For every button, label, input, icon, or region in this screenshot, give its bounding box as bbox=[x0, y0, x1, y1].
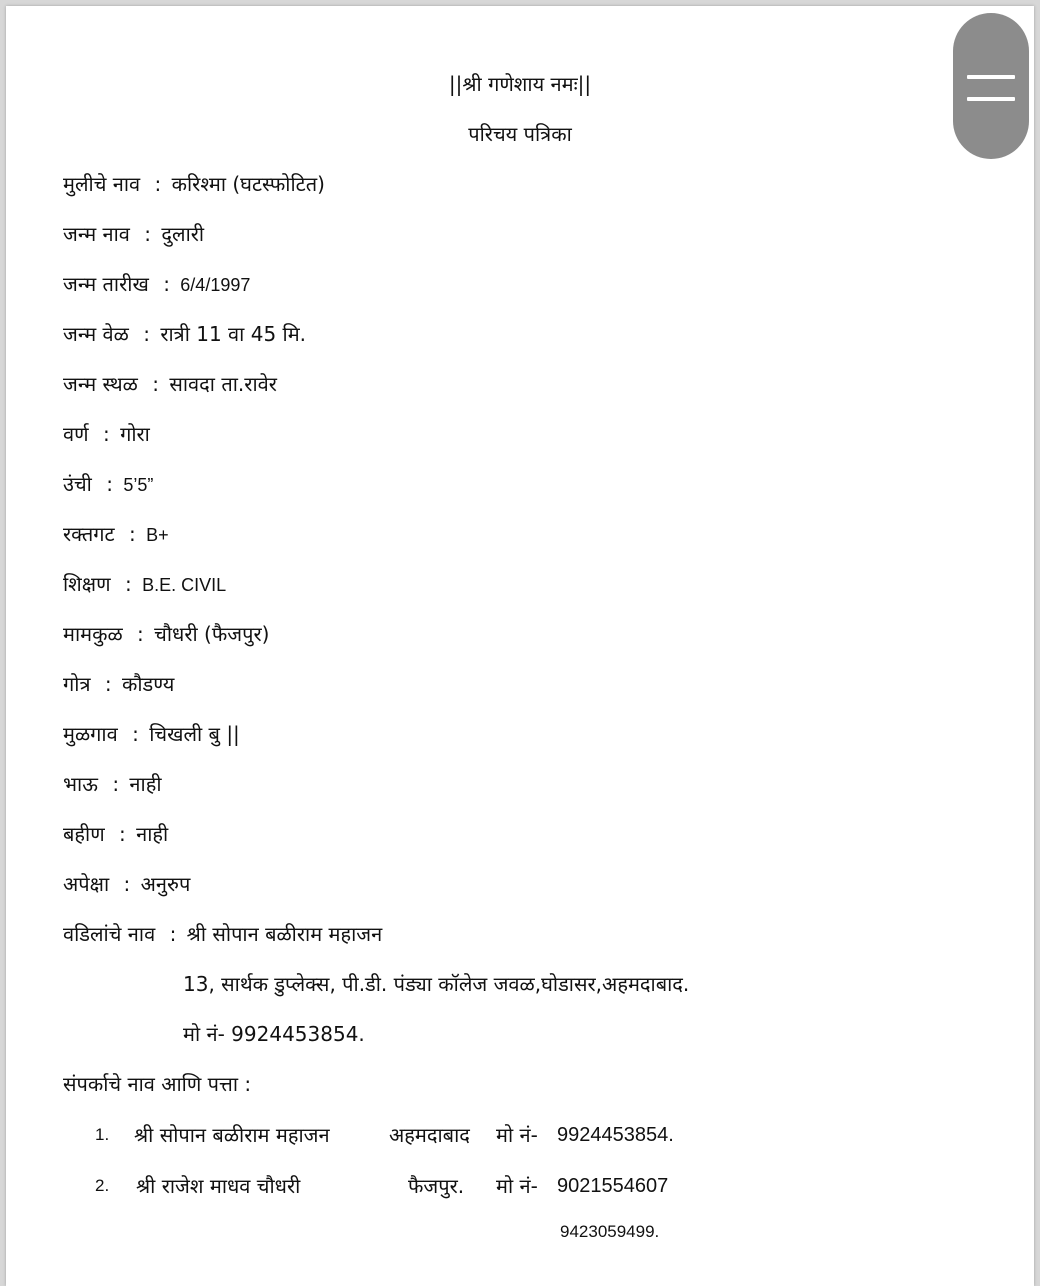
contacts-heading: संपर्काचे नाव आणि पत्ता : bbox=[63, 1072, 252, 1096]
field-value: नाही bbox=[129, 772, 162, 796]
field-row-maternal-family bbox=[63, 622, 269, 646]
field-row-height bbox=[63, 472, 153, 497]
field-separator: : bbox=[144, 222, 152, 246]
field-row-gotra bbox=[63, 672, 174, 696]
field-value: श्री सोपान बळीराम महाजन bbox=[186, 922, 383, 946]
contact-place: अहमदाबाद bbox=[389, 1123, 470, 1147]
contact-name: श्री सोपान बळीराम महाजन bbox=[134, 1123, 330, 1147]
field-value: अनुरुप bbox=[140, 872, 191, 896]
field-separator: : bbox=[102, 422, 110, 446]
field-label: रक्तगट bbox=[63, 522, 115, 546]
field-row-education bbox=[63, 572, 226, 597]
father-address: 13, सार्थक डुप्लेक्स, पी.डी. पंड्या कॉलेज जवळ,घोडासर,अहमदाबाद. bbox=[183, 972, 690, 996]
father-mobile: मो नं- 9924453854. bbox=[183, 1022, 365, 1046]
field-label: जन्म तारीख bbox=[63, 272, 149, 296]
field-separator: : bbox=[104, 672, 112, 696]
contact-mobile-label: मो नं- bbox=[496, 1174, 538, 1198]
field-value: करिश्मा (घटस्फोटित) bbox=[171, 172, 325, 196]
document-title: परिचय पत्रिका bbox=[468, 122, 572, 146]
field-label: गोत्र bbox=[63, 672, 91, 696]
field-separator: : bbox=[154, 172, 162, 196]
field-separator: : bbox=[137, 622, 144, 646]
field-label: जन्म वेळ bbox=[63, 322, 129, 346]
field-row-birth-name bbox=[63, 222, 204, 246]
field-label: मुलीचे नाव bbox=[63, 172, 141, 196]
field-row-girl-name bbox=[63, 172, 325, 196]
field-label: जन्म स्थळ bbox=[63, 372, 138, 396]
contact-name: श्री राजेश माधव चौधरी bbox=[136, 1174, 301, 1198]
field-separator: : bbox=[119, 822, 126, 846]
field-row-birth-date bbox=[63, 272, 250, 297]
contact-mobile: 9021554607 bbox=[557, 1175, 669, 1197]
document-page bbox=[6, 6, 1034, 1286]
hamburger-menu-icon bbox=[967, 75, 1015, 101]
field-value: 5’5” bbox=[123, 475, 154, 495]
field-value: चौधरी (फैजपुर) bbox=[154, 622, 270, 646]
field-separator: : bbox=[124, 572, 132, 596]
field-label: वर्ण bbox=[63, 422, 89, 446]
field-label: मुळगाव bbox=[63, 722, 118, 746]
contact-number: 1. bbox=[95, 1125, 110, 1144]
field-row-complexion bbox=[63, 422, 150, 446]
field-separator: : bbox=[169, 922, 177, 946]
field-value: सावदा ता.रावेर bbox=[169, 372, 277, 396]
field-label: शिक्षण bbox=[63, 572, 111, 596]
field-label: उंची bbox=[63, 472, 92, 496]
field-separator: : bbox=[152, 372, 159, 396]
field-row-sister bbox=[63, 822, 168, 846]
field-row-native-village bbox=[63, 722, 240, 746]
field-label: बहीण bbox=[63, 822, 105, 846]
field-separator: : bbox=[129, 522, 136, 546]
field-separator: : bbox=[123, 872, 131, 896]
field-label: भाऊ bbox=[63, 772, 98, 796]
field-row-father-name bbox=[63, 922, 382, 946]
field-separator: : bbox=[106, 472, 113, 496]
field-value: B.E. CIVIL bbox=[142, 575, 227, 595]
extra-phone: 9423059499. bbox=[560, 1222, 660, 1241]
field-row-birth-time bbox=[63, 322, 306, 346]
field-value: चिखली बु || bbox=[149, 722, 240, 746]
field-separator: : bbox=[132, 722, 139, 746]
field-separator: : bbox=[143, 322, 150, 346]
field-value: गोरा bbox=[120, 422, 150, 446]
field-label: मामकुळ bbox=[63, 622, 123, 646]
field-label: वडिलांचे नाव bbox=[63, 922, 156, 946]
contact-number: 2. bbox=[95, 1176, 110, 1195]
field-label: अपेक्षा bbox=[63, 872, 110, 896]
field-value: रात्री 11 वा 45 मि. bbox=[160, 322, 307, 346]
contact-mobile: 9924453854. bbox=[557, 1124, 674, 1146]
field-value: कौडण्य bbox=[121, 672, 175, 696]
field-separator: : bbox=[163, 272, 170, 296]
field-row-blood-group bbox=[63, 522, 169, 547]
field-value: दुलारी bbox=[161, 222, 205, 246]
field-label: जन्म नाव bbox=[63, 222, 130, 246]
field-row-birth-place bbox=[63, 372, 277, 396]
field-value: नाही bbox=[136, 822, 169, 846]
field-separator: : bbox=[112, 772, 120, 796]
contact-place: फैजपुर. bbox=[408, 1174, 465, 1198]
menu-button[interactable] bbox=[953, 13, 1029, 159]
field-row-expectation bbox=[63, 872, 190, 896]
contact-mobile-label: मो नं- bbox=[496, 1123, 538, 1147]
field-row-brother bbox=[63, 772, 162, 796]
field-value: B+ bbox=[146, 525, 169, 545]
invocation-heading: ||श्री गणेशाय नमः|| bbox=[448, 72, 592, 96]
field-value: 6/4/1997 bbox=[180, 275, 251, 295]
